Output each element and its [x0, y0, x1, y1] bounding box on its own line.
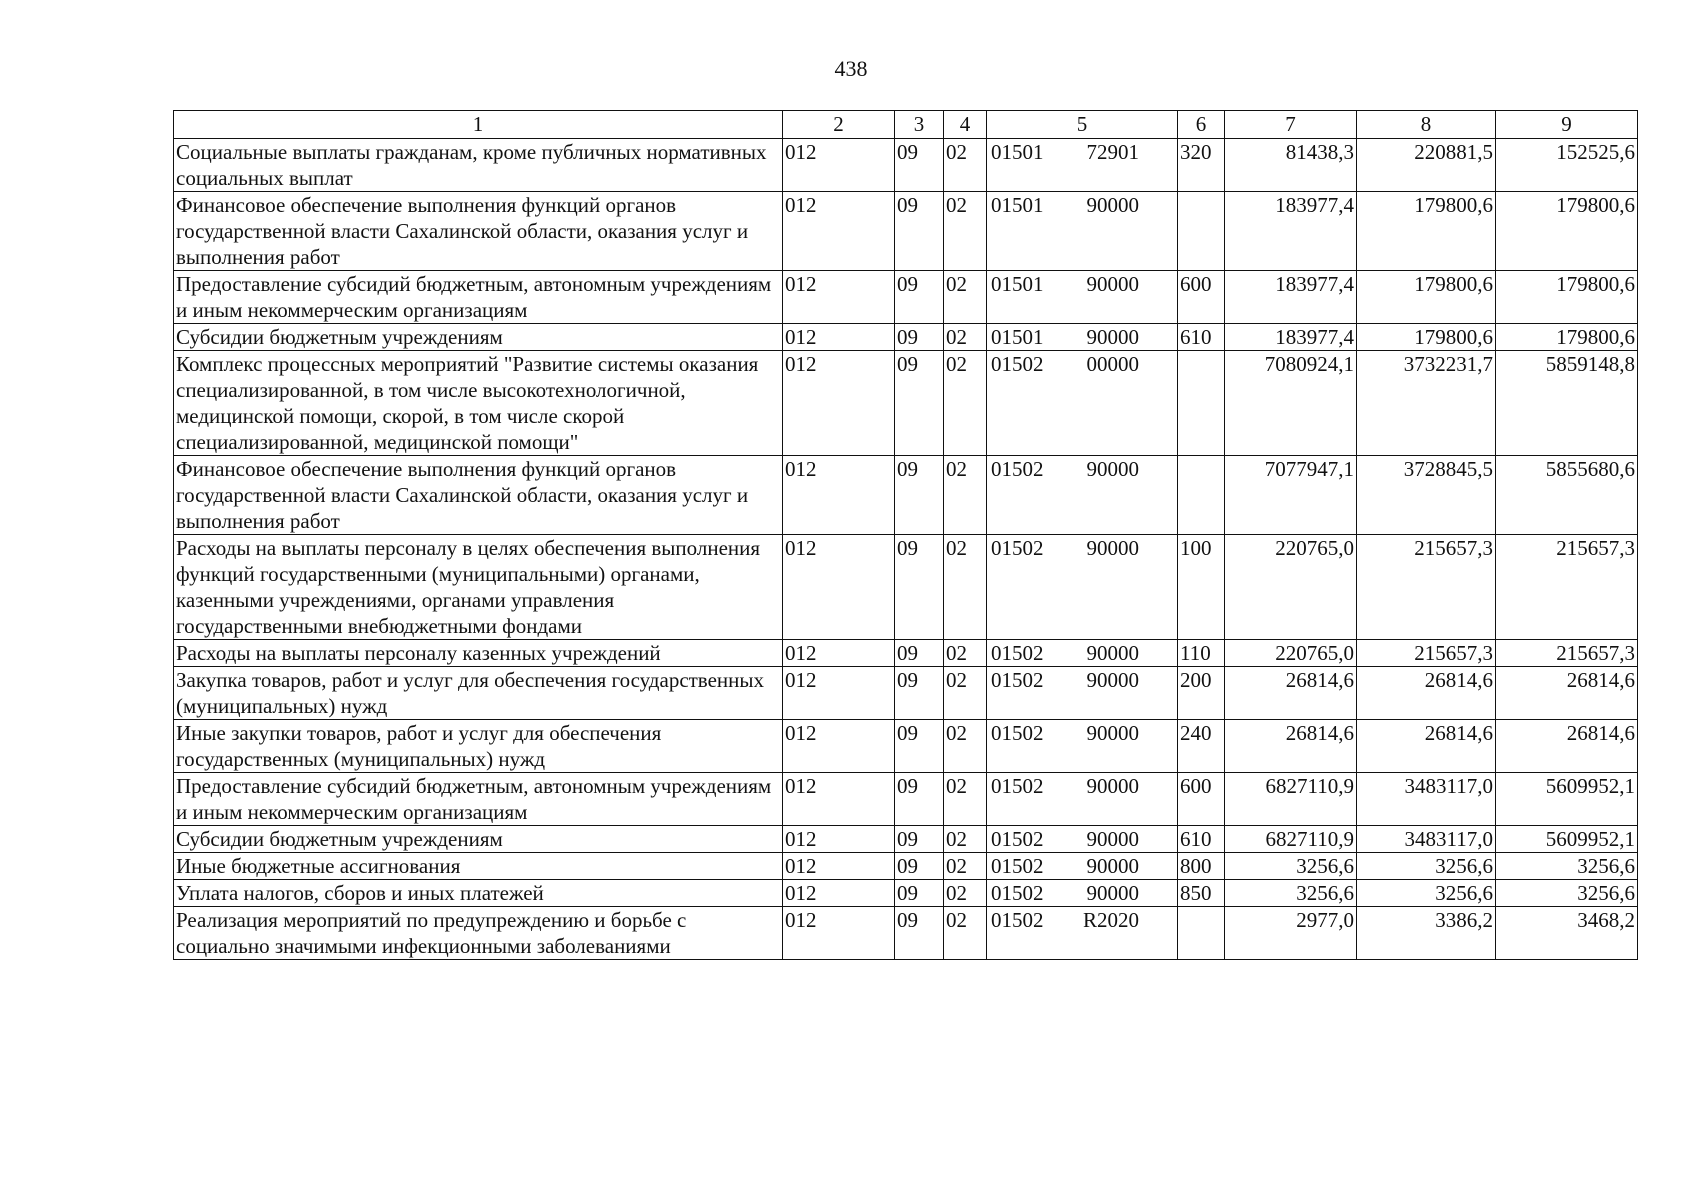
amount-col8-cell: 179800,6 — [1357, 324, 1496, 351]
kvsr-code-cell: 012 — [783, 907, 895, 960]
subsection-code-cell: 02 — [944, 640, 987, 667]
program-code: 01502 — [991, 881, 1044, 905]
section-code-cell: 09 — [895, 535, 944, 640]
amount-col7-cell: 183977,4 — [1225, 271, 1357, 324]
target-article-cell — [987, 535, 1178, 640]
amount-col7-cell: 220765,0 — [1225, 535, 1357, 640]
amount-col8-cell: 3483117,0 — [1357, 773, 1496, 826]
amount-col8-cell: 3483117,0 — [1357, 826, 1496, 853]
row-name-cell: Уплата налогов, сборов и иных платежей — [174, 880, 783, 907]
program-code: 01502 — [991, 908, 1044, 932]
amount-col8-cell: 215657,3 — [1357, 640, 1496, 667]
amount-col9-cell: 26814,6 — [1496, 720, 1638, 773]
table-row — [174, 907, 1638, 960]
direction-code: 90000 — [1086, 193, 1139, 217]
section-code-cell: 09 — [895, 667, 944, 720]
table-row — [174, 853, 1638, 880]
table-row — [174, 720, 1638, 773]
program-code: 01502 — [991, 641, 1044, 665]
amount-col8-cell: 3256,6 — [1357, 853, 1496, 880]
col-header: 9 — [1496, 111, 1638, 139]
subsection-code-cell: 02 — [944, 720, 987, 773]
amount-col9-cell: 215657,3 — [1496, 640, 1638, 667]
row-name-cell: Предоставление субсидий бюджетным, автономным учреждениям и иным некоммерческим организациям — [174, 271, 783, 324]
table-row — [174, 880, 1638, 907]
subsection-code-cell: 02 — [944, 880, 987, 907]
row-name-cell: Субсидии бюджетным учреждениям — [174, 826, 783, 853]
target-article-cell — [987, 907, 1178, 960]
program-code: 01501 — [991, 193, 1044, 217]
amount-col8-cell: 179800,6 — [1357, 271, 1496, 324]
subsection-code-cell: 02 — [944, 826, 987, 853]
table-row — [174, 667, 1638, 720]
row-name-cell: Комплекс процессных мероприятий "Развитие системы оказания специализированной, в том числе высокотехнологичной, медицинской помощи, скорой, в том числе скорой специализированной, медицинской помощи" — [174, 351, 783, 456]
subsection-code-cell: 02 — [944, 853, 987, 880]
direction-code: 90000 — [1086, 325, 1139, 349]
expense-type-cell: 100 — [1178, 535, 1225, 640]
expense-type-cell: 600 — [1178, 271, 1225, 324]
amount-col9-cell: 179800,6 — [1496, 324, 1638, 351]
row-name-cell: Предоставление субсидий бюджетным, автономным учреждениям и иным некоммерческим организациям — [174, 773, 783, 826]
amount-col8-cell: 215657,3 — [1357, 535, 1496, 640]
col-header: 8 — [1357, 111, 1496, 139]
row-name-cell: Закупка товаров, работ и услуг для обеспечения государственных (муниципальных) нужд — [174, 667, 783, 720]
section-code-cell: 09 — [895, 324, 944, 351]
program-code: 01502 — [991, 854, 1044, 878]
section-code-cell: 09 — [895, 139, 944, 192]
subsection-code-cell: 02 — [944, 773, 987, 826]
program-code: 01502 — [991, 457, 1044, 481]
program-code: 01502 — [991, 668, 1044, 692]
amount-col7-cell: 26814,6 — [1225, 720, 1357, 773]
amount-col8-cell: 3386,2 — [1357, 907, 1496, 960]
amount-col9-cell: 152525,6 — [1496, 139, 1638, 192]
program-code: 01501 — [991, 140, 1044, 164]
amount-col9-cell: 26814,6 — [1496, 667, 1638, 720]
amount-col8-cell: 26814,6 — [1357, 667, 1496, 720]
kvsr-code-cell: 012 — [783, 880, 895, 907]
target-article-cell — [987, 773, 1178, 826]
direction-code: 90000 — [1086, 721, 1139, 745]
subsection-code-cell: 02 — [944, 907, 987, 960]
target-article-cell — [987, 351, 1178, 456]
amount-col7-cell: 3256,6 — [1225, 853, 1357, 880]
kvsr-code-cell: 012 — [783, 667, 895, 720]
section-code-cell: 09 — [895, 853, 944, 880]
expense-type-cell — [1178, 351, 1225, 456]
section-code-cell: 09 — [895, 907, 944, 960]
col-header: 7 — [1225, 111, 1357, 139]
expense-type-cell — [1178, 456, 1225, 535]
subsection-code-cell: 02 — [944, 324, 987, 351]
table-row — [174, 456, 1638, 535]
section-code-cell: 09 — [895, 826, 944, 853]
amount-col7-cell: 7077947,1 — [1225, 456, 1357, 535]
amount-col8-cell: 26814,6 — [1357, 720, 1496, 773]
amount-col7-cell: 183977,4 — [1225, 324, 1357, 351]
amount-col9-cell: 5855680,6 — [1496, 456, 1638, 535]
subsection-code-cell: 02 — [944, 192, 987, 271]
table-row — [174, 271, 1638, 324]
section-code-cell: 09 — [895, 880, 944, 907]
amount-col9-cell: 3256,6 — [1496, 853, 1638, 880]
expense-type-cell: 200 — [1178, 667, 1225, 720]
amount-col9-cell: 5609952,1 — [1496, 773, 1638, 826]
row-name-cell: Субсидии бюджетным учреждениям — [174, 324, 783, 351]
program-code: 01501 — [991, 325, 1044, 349]
amount-col7-cell: 220765,0 — [1225, 640, 1357, 667]
program-code: 01502 — [991, 774, 1044, 798]
section-code-cell: 09 — [895, 351, 944, 456]
row-name-cell: Финансовое обеспечение выполнения функций органов государственной власти Сахалинской области, оказания услуг и выполнения работ — [174, 456, 783, 535]
program-code: 01502 — [991, 352, 1044, 376]
amount-col8-cell: 179800,6 — [1357, 192, 1496, 271]
amount-col7-cell: 26814,6 — [1225, 667, 1357, 720]
section-code-cell: 09 — [895, 720, 944, 773]
expense-type-cell: 610 — [1178, 324, 1225, 351]
amount-col8-cell: 3728845,5 — [1357, 456, 1496, 535]
table-row — [174, 640, 1638, 667]
section-code-cell: 09 — [895, 271, 944, 324]
direction-code: 90000 — [1086, 827, 1139, 851]
expense-type-cell — [1178, 907, 1225, 960]
table-row — [174, 351, 1638, 456]
kvsr-code-cell: 012 — [783, 826, 895, 853]
direction-code: 90000 — [1086, 272, 1139, 296]
program-code: 01502 — [991, 721, 1044, 745]
target-article-cell — [987, 853, 1178, 880]
table-row — [174, 324, 1638, 351]
col-header: 2 — [783, 111, 895, 139]
row-name-cell: Социальные выплаты гражданам, кроме публичных нормативных социальных выплат — [174, 139, 783, 192]
amount-col9-cell: 215657,3 — [1496, 535, 1638, 640]
table-row — [174, 192, 1638, 271]
expense-type-cell — [1178, 192, 1225, 271]
kvsr-code-cell: 012 — [783, 773, 895, 826]
kvsr-code-cell: 012 — [783, 456, 895, 535]
amount-col9-cell: 3468,2 — [1496, 907, 1638, 960]
amount-col8-cell: 3732231,7 — [1357, 351, 1496, 456]
direction-code: 90000 — [1086, 457, 1139, 481]
program-code: 01501 — [991, 272, 1044, 296]
direction-code: 72901 — [1086, 140, 1139, 164]
direction-code: 90000 — [1086, 854, 1139, 878]
direction-code: R2020 — [1082, 908, 1139, 932]
table-row — [174, 773, 1638, 826]
amount-col7-cell: 3256,6 — [1225, 880, 1357, 907]
amount-col7-cell: 81438,3 — [1225, 139, 1357, 192]
kvsr-code-cell: 012 — [783, 853, 895, 880]
kvsr-code-cell: 012 — [783, 139, 895, 192]
section-code-cell: 09 — [895, 640, 944, 667]
expense-type-cell: 800 — [1178, 853, 1225, 880]
row-name-cell: Расходы на выплаты персоналу в целях обеспечения выполнения функций государственными (муниципальными) органами, казенными учреждениями, органами управления государственными внебюджетными фондами — [174, 535, 783, 640]
amount-col9-cell: 3256,6 — [1496, 880, 1638, 907]
header-row — [174, 111, 1638, 139]
kvsr-code-cell: 012 — [783, 351, 895, 456]
row-name-cell: Иные бюджетные ассигнования — [174, 853, 783, 880]
amount-col7-cell: 2977,0 — [1225, 907, 1357, 960]
direction-code: 90000 — [1086, 774, 1139, 798]
expense-type-cell: 240 — [1178, 720, 1225, 773]
kvsr-code-cell: 012 — [783, 720, 895, 773]
amount-col8-cell: 3256,6 — [1357, 880, 1496, 907]
row-name-cell: Финансовое обеспечение выполнения функций органов государственной власти Сахалинской области, оказания услуг и выполнения работ — [174, 192, 783, 271]
kvsr-code-cell: 012 — [783, 535, 895, 640]
col-header: 5 — [987, 111, 1178, 139]
table-body — [174, 139, 1638, 960]
amount-col9-cell: 5859148,8 — [1496, 351, 1638, 456]
row-name-cell: Реализация мероприятий по предупреждению и борьбе с социально значимыми инфекционными заболеваниями — [174, 907, 783, 960]
expense-type-cell: 320 — [1178, 139, 1225, 192]
kvsr-code-cell: 012 — [783, 640, 895, 667]
amount-col7-cell: 7080924,1 — [1225, 351, 1357, 456]
expense-type-cell: 850 — [1178, 880, 1225, 907]
col-header: 4 — [944, 111, 987, 139]
page-number: 438 — [834, 56, 868, 81]
subsection-code-cell: 02 — [944, 456, 987, 535]
direction-code: 90000 — [1086, 536, 1139, 560]
amount-col7-cell: 6827110,9 — [1225, 826, 1357, 853]
row-name-cell: Расходы на выплаты персоналу казенных учреждений — [174, 640, 783, 667]
direction-code: 00000 — [1086, 352, 1139, 376]
table-row — [174, 139, 1638, 192]
kvsr-code-cell: 012 — [783, 271, 895, 324]
kvsr-code-cell: 012 — [783, 324, 895, 351]
direction-code: 90000 — [1086, 668, 1139, 692]
target-article-cell — [987, 192, 1178, 271]
expense-type-cell: 610 — [1178, 826, 1225, 853]
target-article-cell — [987, 139, 1178, 192]
section-code-cell: 09 — [895, 192, 944, 271]
col-header: 6 — [1178, 111, 1225, 139]
program-code: 01502 — [991, 827, 1044, 851]
target-article-cell — [987, 640, 1178, 667]
col-header: 3 — [895, 111, 944, 139]
kvsr-code-cell: 012 — [783, 192, 895, 271]
amount-col9-cell: 179800,6 — [1496, 271, 1638, 324]
section-code-cell: 09 — [895, 773, 944, 826]
subsection-code-cell: 02 — [944, 351, 987, 456]
table-row — [174, 826, 1638, 853]
budget-table — [173, 110, 1638, 960]
row-name-cell: Иные закупки товаров, работ и услуг для обеспечения государственных (муниципальных) нужд — [174, 720, 783, 773]
direction-code: 90000 — [1086, 641, 1139, 665]
target-article-cell — [987, 456, 1178, 535]
amount-col7-cell: 6827110,9 — [1225, 773, 1357, 826]
amount-col8-cell: 220881,5 — [1357, 139, 1496, 192]
section-code-cell: 09 — [895, 456, 944, 535]
target-article-cell — [987, 667, 1178, 720]
amount-col7-cell: 183977,4 — [1225, 192, 1357, 271]
amount-col9-cell: 5609952,1 — [1496, 826, 1638, 853]
direction-code: 90000 — [1086, 881, 1139, 905]
target-article-cell — [987, 720, 1178, 773]
expense-type-cell: 600 — [1178, 773, 1225, 826]
target-article-cell — [987, 324, 1178, 351]
subsection-code-cell: 02 — [944, 271, 987, 324]
target-article-cell — [987, 880, 1178, 907]
col-header: 1 — [174, 111, 783, 139]
subsection-code-cell: 02 — [944, 535, 987, 640]
target-article-cell — [987, 271, 1178, 324]
amount-col9-cell: 179800,6 — [1496, 192, 1638, 271]
program-code: 01502 — [991, 536, 1044, 560]
target-article-cell — [987, 826, 1178, 853]
table-row — [174, 535, 1638, 640]
subsection-code-cell: 02 — [944, 139, 987, 192]
subsection-code-cell: 02 — [944, 667, 987, 720]
expense-type-cell: 110 — [1178, 640, 1225, 667]
